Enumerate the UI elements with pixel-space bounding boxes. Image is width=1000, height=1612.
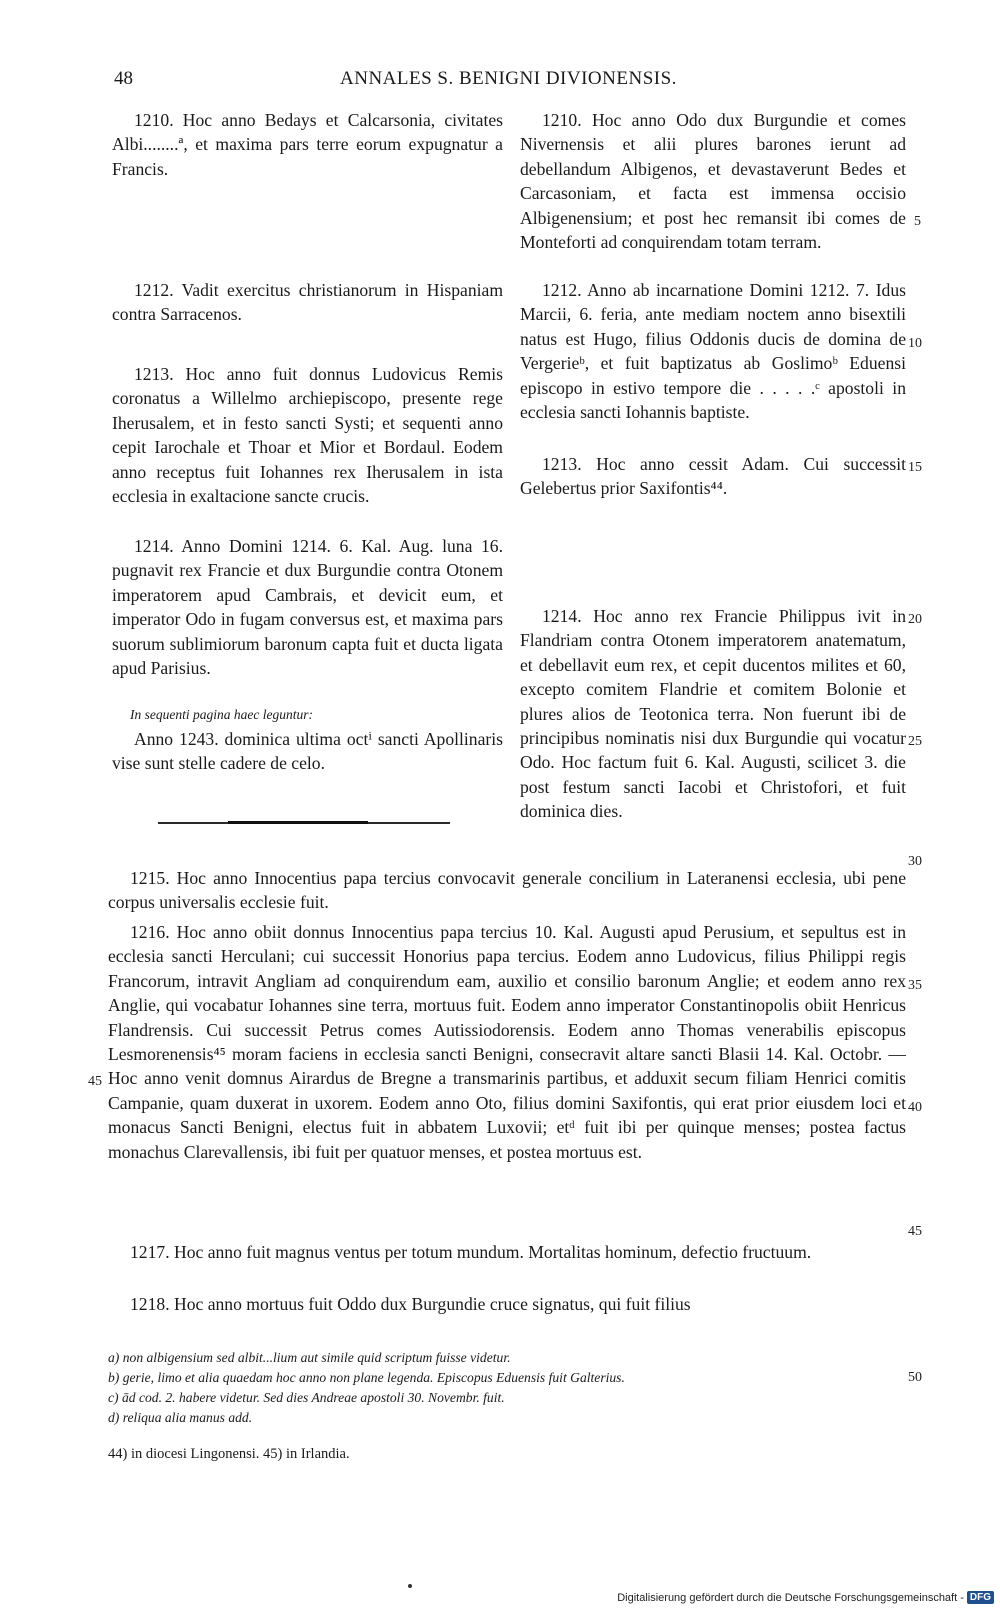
- line-number: 5: [914, 214, 921, 229]
- line-number: 50: [908, 1370, 922, 1385]
- footer-credit-text: Digitalisierung gefördert durch die Deutsche Forschungsgemeinschaft -: [617, 1591, 964, 1604]
- column-divider-rule-thick: [228, 821, 368, 824]
- right-entry-1212: 1212. Anno ab incarnatione Domini 1212. 7. Idus Marcii, 6. feria, ante mediam noctem anno bisextili natus est Hugo, filius Oddonis ducis de domina de Vergerieᵇ, et fuit baptizatus ab Goslimoᵇ Eduensi episcopo in estivo tempore die . . . . .ᶜ apostoli in ecclesia sancti Iohannis baptiste.: [520, 280, 906, 423]
- line-number: 45: [908, 1224, 922, 1239]
- left-entry-1214: 1214. Anno Domini 1214. 6. Kal. Aug. luna 16. pugnavit rex Francie et dux Burgundie contra Otonem imperatorem apud Cambrais, et devicit eum, et imperator Odo in fugam conversus est, et maxima pars suorum sublimiorum baronum capta fuit et ducta ligata apud Parisius.: [112, 536, 503, 679]
- left-entry-1212: 1212. Vadit exercitus christianorum in Hispaniam contra Sarracenos.: [112, 280, 503, 325]
- line-number: 25: [908, 734, 922, 749]
- line-number: 20: [908, 612, 922, 627]
- entry-1217: 1217. Hoc anno fuit magnus ventus per totum mundum. Mortalitas hominum, defectio fructuum.: [130, 1242, 812, 1262]
- entry-1218: 1218. Hoc anno mortuus fuit Oddo dux Burgundie cruce signatus, qui fuit filius: [130, 1294, 691, 1314]
- right-entry-1210: 1210. Hoc anno Odo dux Burgundie et comes Nivernensis et alii plures barones ierunt ad debellandum Albigenos, et devastaverunt Bedes et Carcasoniam, et facta est immensa occisio Albigenensium; et post hec remansit ibi comes de Monteforti ad conquirendam totam terram.: [520, 110, 906, 253]
- line-number: 40: [908, 1100, 922, 1115]
- line-number: 35: [908, 978, 922, 993]
- entry-1215: 1215. Hoc anno Innocentius papa tercius convocavit generale concilium in Lateranensi ecclesia, ubi pene corpus universalis ecclesie fuit.: [108, 868, 906, 913]
- left-entry-1213: 1213. Hoc anno fuit donnus Ludovicus Remis coronatus a Willelmo archiepiscopo, presente rege Iherusalem, et in festo sancti Systi; et sequenti anno cepit Iarochale et Thoar et Mior et Bordaul. Eodem anno receptus fuit Iohannes rex Iherusalem in ista ecclesia in exaltacione sancte crucis.: [112, 364, 503, 507]
- dfg-logo-icon: DFG: [967, 1591, 994, 1604]
- line-number: 30: [908, 854, 922, 869]
- entry-1216: 1216. Hoc anno obiit donnus Innocentius papa tercius 10. Kal. Augusti apud Perusium, et sepultus est in ecclesia sancti Herculani; cui successit Honorius papa tercius. Eodem anno Ludovicus, filius Philippi regis Francorum, intravit Angliam ad conquirendum eam, auxilio et consilio baronum Anglie; et eodem anno rex Anglie, qui vocabatur Iohannes sine terra, mortuus fuit. Eodem anno imperator Constantinopolis obiit Henricus Flandrensis. Cui successit Petrus comes Autissiodorensis. Eodem anno Thomas venerabilis episcopus Lesmorenensis⁴⁵ moram faciens in ecclesia sancti Benigni, consecravit altare sancti Blasii 14. Kal. Octobr. — Hoc anno venit domnus Airardus de Bregne a transmarinis partibus, et adduxit secum filiam Henrici comitis Campanie, quam duxerat in uxorem. Eodem anno Oto, filius domini Saxifontis, qui erat prior eiusdem loci et monacus Sancti Benigni, electus fuit in abbatem Luxovii; etᵈ fuit ibi per quinque menses; postea factus monachus Clarevallensis, ibi fuit per quatuor menses, et postea mortuus est.: [108, 922, 906, 1162]
- footnote-b: b) gerie, limo et alia quaedam hoc anno non plane legenda. Episcopus Eduensis fuit Galterius.: [108, 1370, 625, 1385]
- right-entry-1214: 1214. Hoc anno rex Francie Philippus ivit in Flandriam contra Otonem imperatorem anatematum, et debellavit eum rex, et cepit ducentos milites et 60, excepto comitem Flandrie et comitem Bolonie et plures alios de Teotonica terra. Non fuerunt ibi de principibus nominatis nisi dux Burgundie qui vocatur Odo. Hoc factum fuit 6. Kal. Augusti, scilicet 3. die post festum sancti Iacobi et Christofori, et fuit dominica dies.: [520, 606, 906, 822]
- numbered-notes: 44) in diocesi Lingonensi. 45) in Irlandia.: [108, 1446, 350, 1462]
- editorial-note: In sequenti pagina haec leguntur:: [130, 707, 313, 722]
- footer-credit: [617, 1591, 994, 1604]
- right-entry-1213: 1213. Hoc anno cessit Adam. Cui successit Gelebertus prior Saxifontis⁴⁴.: [520, 454, 906, 499]
- footnote-c: c) ād cod. 2. habere videtur. Sed dies Andreae apostoli 30. Novembr. fuit.: [108, 1390, 505, 1405]
- page-number: 48: [114, 68, 133, 89]
- running-title: ANNALES S. BENIGNI DIVIONENSIS.: [340, 68, 677, 89]
- footnote-d: d) reliqua alia manus add.: [108, 1410, 253, 1425]
- left-entry-1210: 1210. Hoc anno Bedays et Calcarsonia, civitates Albi........ª, et maxima pars terre eorum expugnatur a Francis.: [112, 110, 503, 179]
- page-mark: [408, 1584, 412, 1588]
- footnotes: [108, 1348, 898, 1428]
- line-number-left: 45: [88, 1074, 102, 1089]
- footnote-a: a) non albigensium sed albit...lium aut simile quid scriptum fuisse videtur.: [108, 1350, 511, 1365]
- line-number: 15: [908, 460, 922, 475]
- line-number: 10: [908, 336, 922, 351]
- left-entry-1243: Anno 1243. dominica ultima octⁱ sancti Apollinaris vise sunt stelle cadere de celo.: [112, 729, 503, 774]
